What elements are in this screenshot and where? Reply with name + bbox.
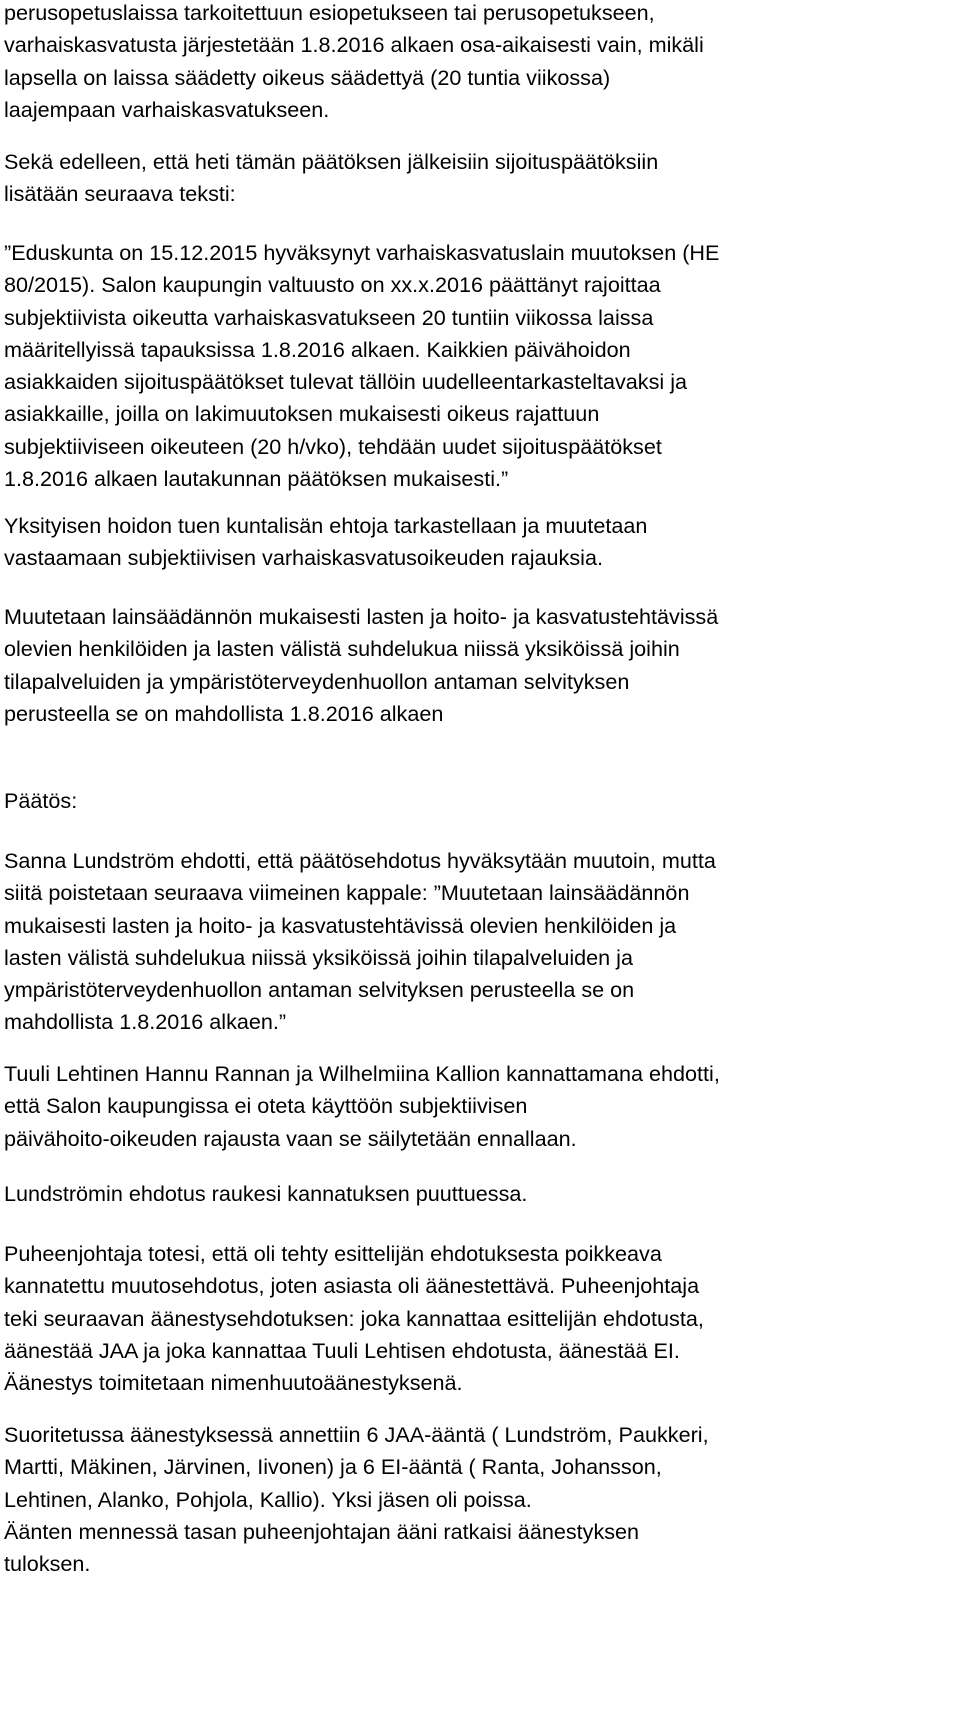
text-line: 80/2015). Salon kaupungin valtuusto on xx.x.2016 päättänyt rajoittaa xyxy=(4,272,661,298)
text-line: määritellyissä tapauksissa 1.8.2016 alkaen. Kaikkien päivähoidon xyxy=(4,336,631,362)
paragraph-vote-procedure xyxy=(4,1238,944,1399)
text-line: äänestää JAA ja joka kannattaa Tuuli Lehtisen ehdotusta, äänestää EI. xyxy=(4,1337,680,1363)
text-line: päivähoito-oikeuden rajausta vaan se säilytetään ennallaan. xyxy=(4,1125,577,1151)
text-line: siitä poistetaan seuraava viimeinen kappale: ”Muutetaan lainsäädännön xyxy=(4,880,690,906)
paragraph-private-care-allowance xyxy=(4,510,944,575)
text-line: Tuuli Lehtinen Hannu Rannan ja Wilhelmiina Kallion kannattamana ehdotti, xyxy=(4,1061,720,1086)
paragraph-lehtinen-proposal xyxy=(4,1058,944,1155)
text-line: mukaisesti lasten ja hoito- ja kasvatustehtävissä olevien henkilöiden ja xyxy=(4,912,677,938)
text-line: tuloksen. xyxy=(4,1551,91,1577)
text-line: asiakkaille, joilla on lakimuutoksen mukaisesti oikeus rajattuun xyxy=(4,401,600,427)
paragraph-early-education-intro xyxy=(4,0,944,126)
text-line: Päätös: xyxy=(4,788,78,813)
text-line: tilapalveluiden ja ympäristöterveydenhuollon antaman selvityksen xyxy=(4,668,630,694)
decision-heading xyxy=(4,785,944,817)
text-line: lasten välistä suhdelukua niissä yksiköissä joihin tilapalveluiden ja xyxy=(4,944,633,970)
text-line: perusopetuslaissa tarkoitettuun esiopetukseen tai perusopetukseen, xyxy=(4,0,655,25)
text-line: varhaiskasvatusta järjestetään 1.8.2016 alkaen osa-aikaisesti vain, mikäli xyxy=(4,32,704,58)
text-line: Äänestys toimitetaan nimenhuutoäänestyksenä. xyxy=(4,1370,463,1396)
text-line: Martti, Mäkinen, Järvinen, Iivonen) ja 6 EI-ääntä ( Ranta, Johansson, xyxy=(4,1454,662,1480)
paragraph-proposal-lapsed xyxy=(4,1178,944,1210)
text-line: teki seuraavan äänestysehdotuksen: joka kannattaa esittelijän ehdotusta, xyxy=(4,1305,704,1331)
text-line: 1.8.2016 alkaen lautakunnan päätöksen mukaisesti.” xyxy=(4,466,509,492)
paragraph-staff-ratio xyxy=(4,601,944,730)
text-line: ”Eduskunta on 15.12.2015 hyväksynyt varhaiskasvatuslain muutoksen (HE xyxy=(4,240,720,265)
paragraph-placement-decisions xyxy=(4,146,944,211)
text-line: vastaamaan subjektiivisen varhaiskasvatusoikeuden rajauksia. xyxy=(4,545,603,571)
text-line: että Salon kaupungissa ei oteta käyttöön subjektiivisen xyxy=(4,1093,528,1119)
text-line: Suoritetussa äänestyksessä annettiin 6 JAA-ääntä ( Lundström, Paukkeri, xyxy=(4,1422,709,1447)
text-line: lapsella on laissa säädetty oikeus säädettyä (20 tuntia viikossa) xyxy=(4,64,611,90)
text-line: Sekä edelleen, että heti tämän päätöksen jälkeisiin sijoituspäätöksiin xyxy=(4,149,659,174)
text-line: asiakkaiden sijoituspäätökset tulevat tällöin uudelleentarkasteltavaksi ja xyxy=(4,369,688,395)
text-line: Lundströmin ehdotus raukesi kannatuksen puuttuessa. xyxy=(4,1181,528,1206)
text-line: lisätään seuraava teksti: xyxy=(4,181,236,207)
paragraph-quoted-text xyxy=(4,237,944,495)
text-line: ympäristöterveydenhuollon antaman selvityksen perusteella se on xyxy=(4,977,635,1003)
paragraph-lundstrom-proposal xyxy=(4,845,944,1039)
paragraph-vote-result xyxy=(4,1419,944,1580)
text-line: laajempaan varhaiskasvatukseen. xyxy=(4,96,330,122)
text-line: Puheenjohtaja totesi, että oli tehty esittelijän ehdotuksesta poikkeava xyxy=(4,1241,662,1266)
text-line: subjektiiviseen oikeuteen (20 h/vko), tehdään uudet sijoituspäätökset xyxy=(4,433,662,459)
text-line: Sanna Lundström ehdotti, että päätösehdotus hyväksytään muutoin, mutta xyxy=(4,848,716,873)
text-line: perusteella se on mahdollista 1.8.2016 alkaen xyxy=(4,700,444,726)
text-line: olevien henkilöiden ja lasten välistä suhdelukua niissä yksiköissä joihin xyxy=(4,636,680,662)
text-line: Äänten mennessä tasan puheenjohtajan ääni ratkaisi äänestyksen xyxy=(4,1518,640,1544)
text-line: Lehtinen, Alanko, Pohjola, Kallio). Yksi jäsen oli poissa. xyxy=(4,1486,532,1512)
text-line: Muutetaan lainsäädännön mukaisesti lasten ja hoito- ja kasvatustehtävissä xyxy=(4,604,719,629)
text-line: Yksityisen hoidon tuen kuntalisän ehtoja tarkastellaan ja muutetaan xyxy=(4,513,648,538)
text-line: subjektiivista oikeutta varhaiskasvatukseen 20 tuntiin viikossa laissa xyxy=(4,304,654,330)
text-line: kannatettu muutosehdotus, joten asiasta oli äänestettävä. Puheenjohtaja xyxy=(4,1273,700,1299)
text-line: mahdollista 1.8.2016 alkaen.” xyxy=(4,1009,287,1035)
